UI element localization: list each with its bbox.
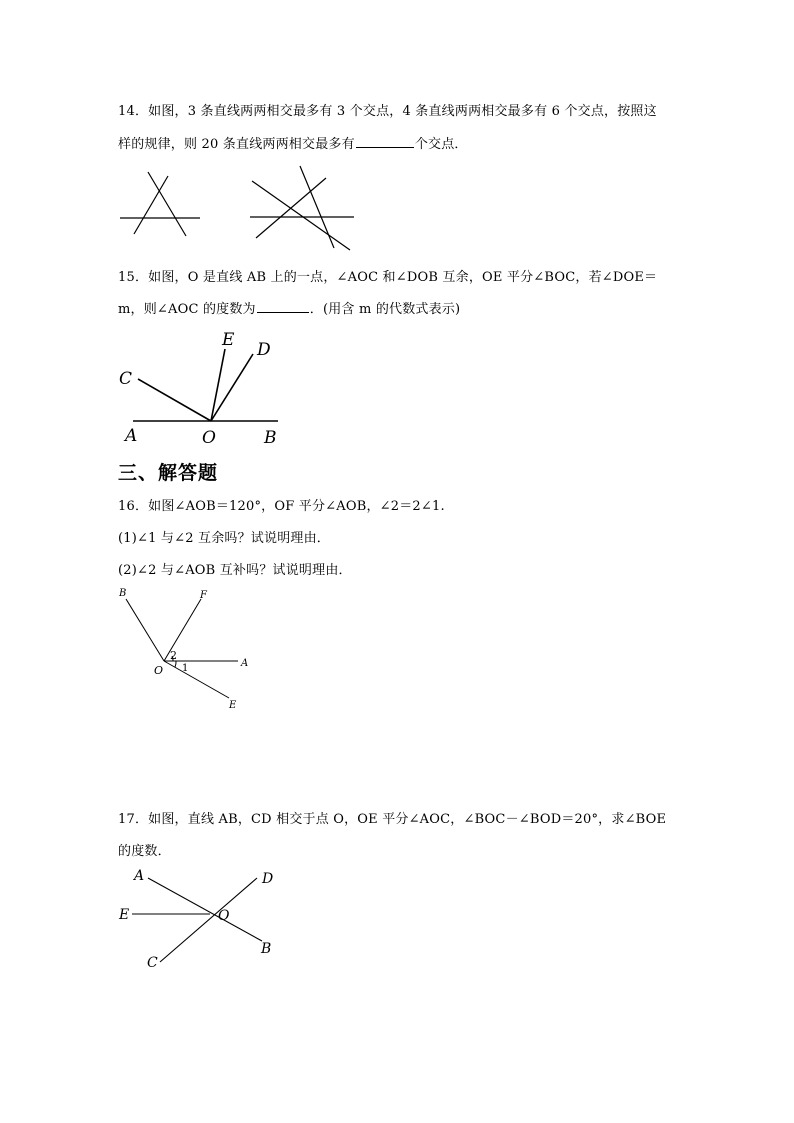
q17-text-line1: 17．如图，直线 AB，CD 相交于点 O，OE 平分∠AOC，∠BOC－∠BOD＝20°，求∠BOE (118, 812, 667, 827)
q16-label-a: A (241, 658, 249, 669)
q15-label-a: A (125, 426, 138, 446)
q16-label-e: E (229, 700, 237, 711)
q15-label-c: C (119, 369, 133, 389)
q16-label-f: F (200, 590, 207, 601)
q17-line-ab (148, 878, 262, 941)
q17-line-cd (160, 878, 257, 962)
q16-angle2-label: 2 (170, 649, 177, 662)
q17-label-c: C (147, 955, 158, 971)
q16-label-o: O (154, 664, 164, 677)
q16-text-line1: 16．如图∠AOB＝120°，OF 平分∠AOB，∠2＝2∠1. (118, 499, 445, 514)
section-heading: 三、解答题 (118, 462, 219, 484)
q15-text-line2-b: ．(用含 m 的代数式表示) (309, 302, 461, 317)
q16-angle1-label: 1 (182, 663, 189, 674)
q17-text-line2: 的度数． (118, 844, 171, 859)
q16-part2: (2)∠2 与∠AOB 互补吗？试说明理由． (118, 563, 352, 578)
q16-label-b: B (119, 588, 127, 599)
q15-text-line2-a: m，则∠AOC 的度数为 (118, 302, 256, 317)
q15-text-line1: 15．如图，O 是直线 AB 上的一点，∠AOC 和∠DOB 互余，OE 平分∠BOC，若∠DOE＝ (118, 270, 658, 285)
q17-label-b: B (261, 941, 272, 957)
q14-text-line2-a: 样的规律，则 20 条直线两两相交最多有 (118, 137, 355, 152)
q17-label-e: E (119, 907, 130, 923)
q15-label-o: O (202, 428, 216, 448)
q14-text-line1: 14．如图，3 条直线两两相交最多有 3 个交点，4 条直线两两相交最多有 6 个交点，按照这 (118, 104, 657, 119)
q17-label-a: A (134, 868, 145, 884)
q17-label-d: D (262, 871, 274, 887)
q15-label-d: D (257, 340, 271, 360)
q16-part1: (1)∠1 与∠2 互余吗？试说明理由． (118, 531, 331, 546)
q14-text-line2-b: 个交点． (414, 137, 468, 152)
q15-label-e: E (222, 330, 235, 350)
q15-label-b: B (264, 428, 277, 448)
q17-label-o: O (218, 908, 230, 924)
